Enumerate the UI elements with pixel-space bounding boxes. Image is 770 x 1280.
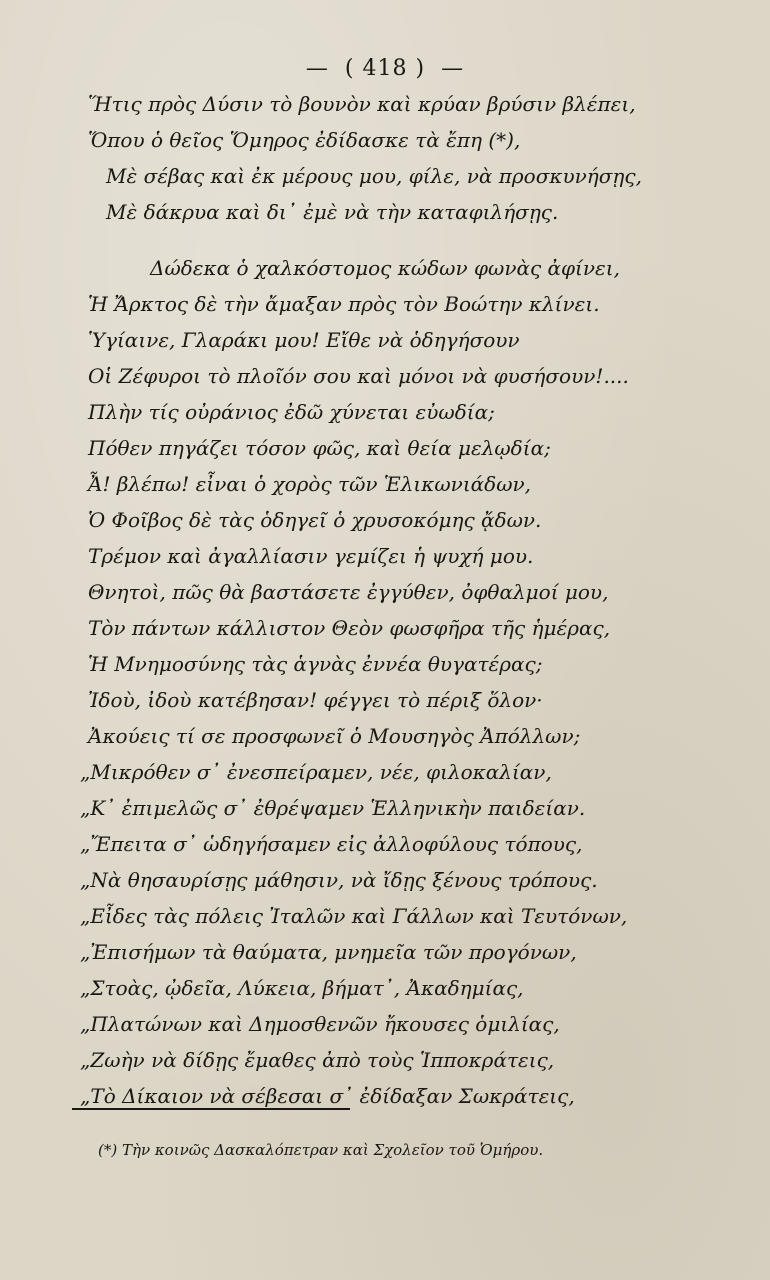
poem-line: „Μικρόθεν σ᾽ ἐνεσπείραμεν, νέε, φιλοκαλίαν, (80, 760, 552, 784)
poem-line: Θνητοὶ, πῶς θὰ βαστάσετε ἐγγύθεν, ὀφθαλμοί μου, (88, 580, 609, 604)
poem-line: Μὲ δάκρυα καὶ δι᾽ ἐμὲ νὰ τὴν καταφιλήσῃς. (106, 200, 559, 224)
poem-line: Δώδεκα ὁ χαλκόστομος κώδων φωνὰς ἀφίνει, (150, 256, 620, 280)
poem-line: „Εἶδες τὰς πόλεις Ἰταλῶν καὶ Γάλλων καὶ Τευτόνων, (80, 904, 628, 928)
poem-line: Ἡ Ἄρκτος δὲ τὴν ἄμαξαν πρὸς τὸν Βοώτην κλίνει. (88, 292, 600, 316)
poem-line: „Τὸ Δίκαιον νὰ σέβεσαι σ᾽ ἐδίδαξαν Σωκράτεις, (80, 1084, 575, 1108)
poem-line: Πλὴν τίς οὐράνιος ἐδῶ χύνεται εὐωδία; (88, 400, 495, 424)
footnote-divider (72, 1108, 350, 1110)
poem-line: Ὁ Φοῖβος δὲ τὰς ὁδηγεῖ ὁ χρυσοκόμης ᾄδων. (88, 508, 542, 532)
header-right-dash: — (441, 56, 465, 81)
poem-line: Ὑγίαινε, Γλαράκι μου! Εἴθε νὰ ὁδηγήσουν (88, 328, 520, 352)
poem-line: Οἱ Ζέφυροι τὸ πλοῖόν σου καὶ μόνοι νὰ φυσήσουν!.... (88, 364, 629, 388)
poem-line: Ὅπου ὁ θεῖος Ὅμηρος ἐδίδασκε τὰ ἔπη (*), (88, 128, 521, 152)
poem-line: Ἆ! βλέπω! εἶναι ὁ χορὸς τῶν Ἑλικωνιάδων, (88, 472, 532, 496)
page-number: ( 418 ) (344, 56, 426, 81)
poem-line: Ἰδοὺ, ἰδοὺ κατέβησαν! φέγγει τὸ πέριξ ὅλον· (88, 688, 543, 712)
poem-line: Ἥτις πρὸς Δύσιν τὸ βουνὸν καὶ κρύαν βρύσιν βλέπει, (88, 92, 636, 116)
poem-line: „Πλατώνων καὶ Δημοσθενῶν ἤκουσες ὁμιλίας, (80, 1012, 560, 1036)
poem-line: Τρέμον καὶ ἀγαλλίασιν γεμίζει ἡ ψυχή μου. (88, 544, 534, 568)
poem-line: „Ζωὴν νὰ δίδῃς ἔμαθες ἀπὸ τοὺς Ἱπποκράτεις, (80, 1048, 555, 1072)
poem-line: „Ἐπισήμων τὰ θαύματα, μνημεῖα τῶν προγόνων, (80, 940, 577, 964)
poem-line: „Ἔπειτα σ᾽ ὡδηγήσαμεν εἰς ἀλλοφύλους τόπους, (80, 832, 583, 856)
poem-line: Ἀκούεις τί σε προσφωνεῖ ὁ Μουσηγὸς Ἀπόλλων; (88, 724, 581, 748)
poem-line: Πόθεν πηγάζει τόσον φῶς, καὶ θεία μελῳδία; (88, 436, 551, 460)
poem-line: Μὲ σέβας καὶ ἐκ μέρους μου, φίλε, νὰ προσκυνήσῃς, (106, 164, 642, 188)
header-left-dash: — (305, 56, 329, 81)
page-header (0, 56, 770, 81)
poem-line: „Νὰ θησαυρίσῃς μάθησιν, νὰ ἴδῃς ξένους τρόπους. (80, 868, 598, 892)
footnote: (*) Τὴν κοινῶς Δασκαλόπετραν καὶ Σχολεῖον τοῦ Ὁμήρου. (98, 1141, 544, 1159)
poem-line: „Στοὰς, ᾠδεῖα, Λύκεια, βήματ᾽, Ἀκαδημίας, (80, 976, 524, 1000)
poem-line: Ἡ Μνημοσύνης τὰς ἁγνὰς ἐννέα θυγατέρας; (88, 652, 543, 676)
poem-line: „Κ᾽ ἐπιμελῶς σ᾽ ἐθρέψαμεν Ἑλληνικὴν παιδείαν. (80, 796, 586, 820)
poem-line: Τὸν πάντων κάλλιστον Θεὸν φωσφῆρα τῆς ἡμέρας, (88, 616, 611, 640)
